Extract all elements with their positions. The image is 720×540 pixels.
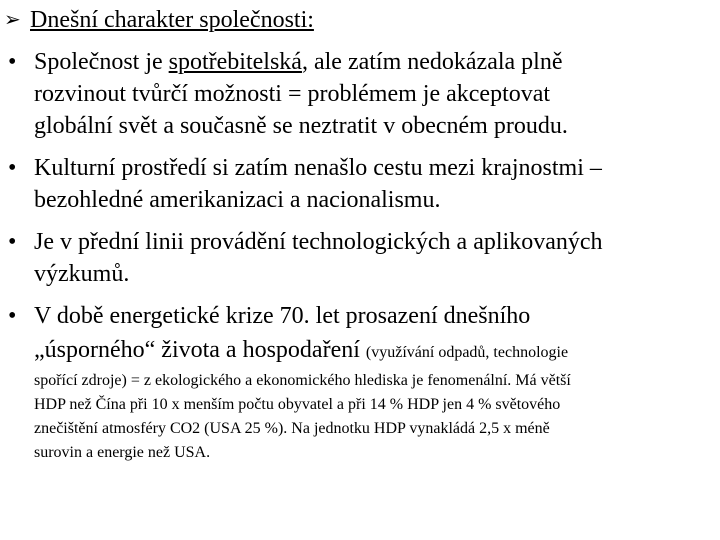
bullet-2-line-1: Kulturní prostředí si zatím nenašlo cestu mezi krajnostmi – — [34, 155, 602, 181]
bullet-3-line-1: Je v přední linii provádění technologických a aplikovaných — [34, 229, 603, 255]
bullet-1-text-cont: , ale zatím nedokázala plně — [301, 49, 563, 75]
bullet-3-line-2: výzkumů. — [34, 261, 130, 287]
bullet-4-small-line-1: spořící zdroje) = z ekologického a ekonomického hlediska je fenomenální. Má větší — [34, 372, 571, 389]
bullet-4-small-text: (využívání odpadů, technologie — [365, 344, 569, 361]
bullet-2-line-2: bezohledné amerikanizaci a nacionalismu. — [34, 187, 441, 213]
heading-text: Dnešní charakter společnosti: — [30, 7, 314, 33]
bullet-icon: • — [8, 49, 17, 75]
bullet-4-line-1: V době energetické krize 70. let prosazení dnešního — [34, 303, 531, 329]
underlined-word: spotřebitelská — [168, 49, 302, 75]
bullet-4-large-text: „úsporného“ života a hospodaření — [34, 337, 366, 363]
bullet-4-small-line-4: surovin a energie než USA. — [34, 444, 211, 461]
bullet-1-line-3: globální svět a současně se neztratit v obecném proudu. — [34, 113, 568, 139]
bullet-icon: • — [8, 303, 17, 329]
bullet-1-text: Společnost je — [34, 49, 169, 75]
bullet-4-line-2 — [34, 334, 568, 369]
bullet-4-small-line-3: znečištění atmosféry CO2 (USA 25 %). Na jednotku HDP vynakládá 2,5 x méně — [34, 420, 550, 437]
arrow-bullet-icon: ➢ — [4, 9, 21, 31]
bullet-icon: • — [8, 229, 17, 255]
bullet-1-line-2: rozvinout tvůrčí možnosti = problémem je akceptovat — [34, 81, 551, 107]
bullet-icon: • — [8, 155, 17, 181]
bullet-4-small-line-2: HDP než Čína při 10 x menším počtu obyvatel a při 14 % HDP jen 4 % světového — [34, 396, 561, 413]
bullet-1-line-1 — [34, 46, 563, 78]
